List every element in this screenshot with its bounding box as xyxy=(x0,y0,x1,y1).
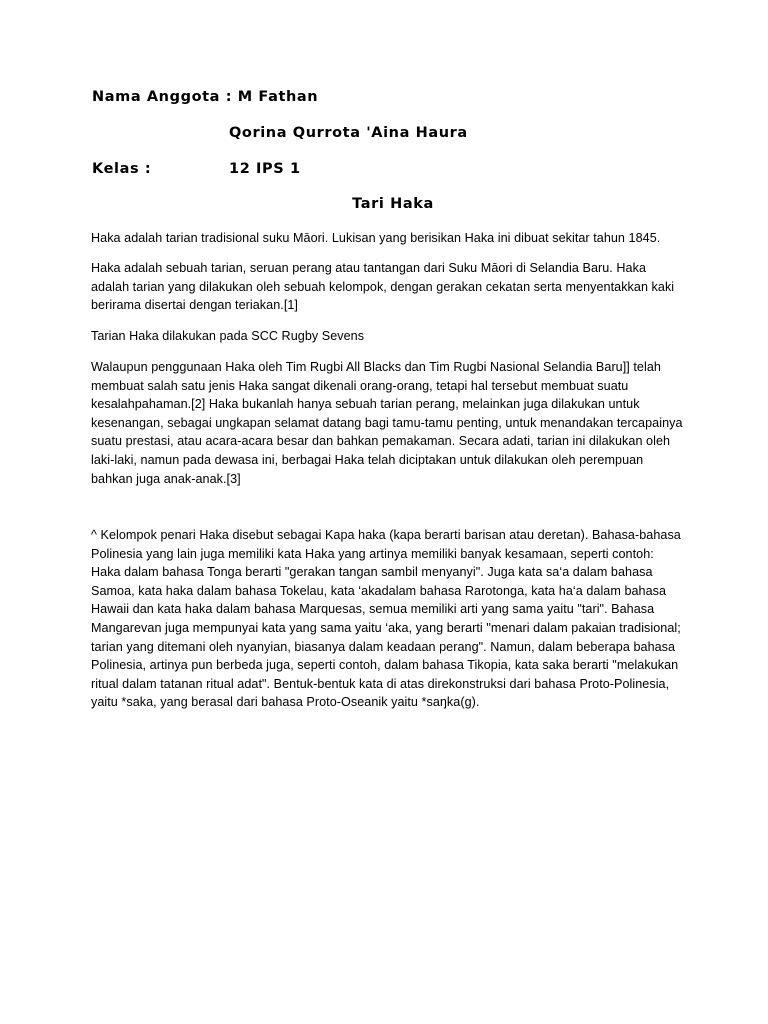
class-label: Kelas : xyxy=(92,161,152,177)
paragraph-caption: Tarian Haka dilakukan pada SCC Rugby Sevens xyxy=(91,329,365,343)
member-label: Nama Anggota : M Fathan xyxy=(92,89,319,105)
paragraph-footnote: ^ Kelompok penari Haka disebut sebagai Kapa haka (kapa berarti barisan atau deretan). Bahasa-bahasa Polinesia yang lain juga memiliki kata Haka yang artinya memiliki banyak kesamaan, seperti contoh: Haka dalam bahasa Tonga berarti "gerakan tangan sambil menyanyi". Juga kata sa‘a dalam bahasa Samoa, kata haka dalam bahasa Tokelau, kata ‘akadalam bahasa Rarotonga, kata ha‘a dalam bahasa Hawaii dan kata haka dalam bahasa Marquesas, semua memiliki arti yang sama yaitu "tari". Bahasa Mangarevan juga mempunyai kata yang sama yaitu ‘aka, yang berarti "menari dalam pakaian tradisional; tarian yang ditemani oleh nyanyian, biasanya dalam keadaan perang". Namun, dalam beberapa bahasa Polinesia, artinya pun berbeda juga, seperti contoh, dalam bahasa Tikopia, kata saka berarti "melakukan ritual dalam tatanan ritual adat". Bentuk-bentuk kata di atas direkonstruksi dari bahasa Proto-Polinesia, yaitu *saka, yang berasal dari bahasa Proto-Oseanik yaitu *saŋka(g). xyxy=(91,528,681,710)
class-value: 12 IPS 1 xyxy=(229,161,301,177)
member-second: Qorina Qurrota 'Aina Haura xyxy=(229,125,468,141)
paragraph-intro: Haka adalah tarian tradisional suku Māori. Lukisan yang berisikan Haka ini dibuat sekitar tahun 1845. xyxy=(91,231,661,245)
paragraph-usage: Walaupun penggunaan Haka oleh Tim Rugbi All Blacks dan Tim Rugbi Nasional Selandia Baru]] telah membuat salah satu jenis Haka sangat dikenali orang-orang, tetapi hal tersebut membuat suatu kesalahpahaman.[2] Haka bukanlah hanya sebuah tarian perang, melainkan juga dilakukan untuk kesenangan, sebagai ungkapan selamat datang bagi tamu-tamu penting, untuk menandakan tercapainya suatu prestasi, atau acara-acara besar dan bahkan pemakaman. Secara adati, tarian ini dilakukan oleh laki-laki, namun pada dewasa ini, berbagai Haka telah diciptakan untuk dilakukan oleh perempuan bahkan juga anak-anak.[3] xyxy=(91,360,683,486)
paragraph-definition: Haka adalah sebuah tarian, seruan perang atau tantangan dari Suku Māori di Selandia Baru. Haka adalah tarian yang dilakukan oleh sebuah kelompok, dengan gerakan cekatan serta menyentakkan kaki berirama disertai dengan teriakan.[1] xyxy=(91,261,675,313)
document-title: Tari Haka xyxy=(352,196,434,212)
document-title-row xyxy=(0,196,768,212)
